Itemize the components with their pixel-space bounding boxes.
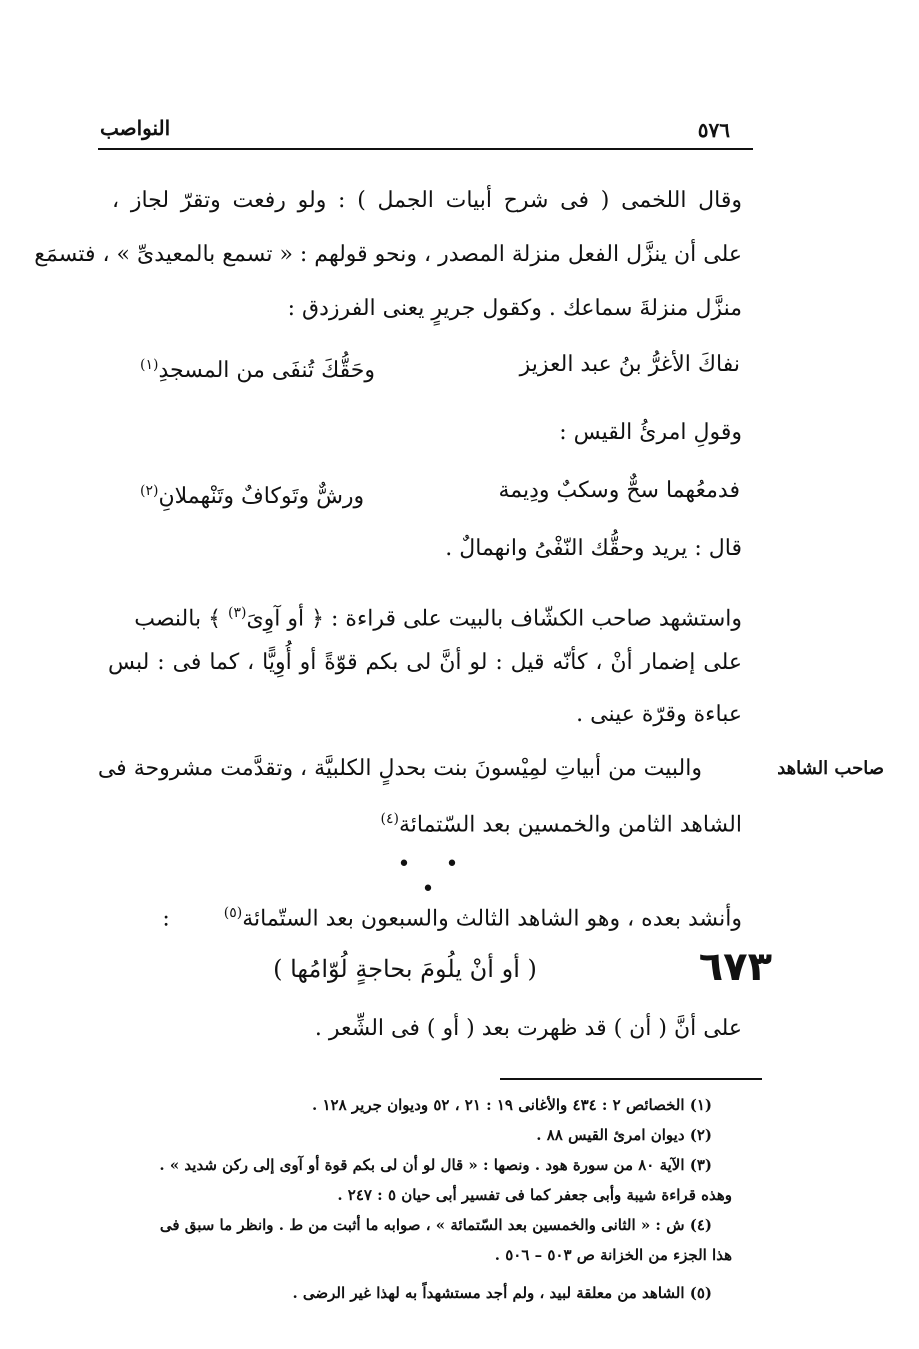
body-text: واستشهد صاحب الكشّاف بالبيت على قراءة : (331, 606, 742, 632)
header-rule (98, 148, 753, 150)
verse-hemistich-left (140, 350, 375, 386)
footnote: (٤) ش : « الثانى والخمسين بعد السّتمائة » ، صوابه ما أثبت من ط . وانظر ما سبق فى (159, 1216, 712, 1234)
footnote: (٢) ديوان امرئ القيس ٨٨ . (536, 1126, 712, 1144)
body-text: وأنشد بعده ، وهو الشاهد الثالث والسبعون بعد الستّمائة (242, 906, 742, 932)
section-separator: • • • (397, 852, 473, 902)
running-header-title: النواصب (100, 116, 171, 140)
body-line: وقولِ امرئُ القيس : (559, 420, 742, 445)
page-number: ٥٧٦ (697, 118, 730, 142)
shahid-number: ٦٧٣ (698, 944, 772, 990)
body-line: عباءة وقرّة عينى . (576, 702, 742, 727)
footnote-ref: (١) (140, 357, 159, 373)
verse-text: ورشٌّ وتَوكافٌ وتَنْهملانِ (158, 484, 365, 510)
footnote-ref: (٢) (140, 483, 159, 499)
margin-label: صاحب الشاهد (777, 758, 884, 779)
colon: : (162, 906, 170, 932)
verse-quote: ( أو أنْ يلُومَ بحاجةٍ لُوّامُها ) (273, 955, 537, 983)
body-line: على أن ينزَّل الفعل منزلة المصدر ، ونحو قولهم : « تسمع بالمعيدىِّ » ، فتسمَع (34, 242, 742, 267)
body-line: على أنَّ ( أن ) قد ظهرت بعد ( أو ) فى الشِّعر . (314, 1016, 742, 1041)
footnote-ref: (٤) (380, 811, 399, 827)
verse-hemistich-right: فدمعُهما سحٌّ وسكبٌ ودِيمة (498, 478, 740, 503)
quran-quote: ﴿ أو آوِىَ (246, 606, 325, 632)
footnote: (١) الخصائص ٢ : ٤٣٤ والأغانى ١٩ : ٢١ ، ٥٢ وديوان جرير ١٢٨ . (312, 1096, 712, 1114)
body-text: ﴾ بالنصب (134, 606, 221, 632)
body-line: قال : يريد وحقُّك النّفْىُ وانهمالٌ . (445, 536, 742, 561)
body-line: وقال اللخمى ( فى شرح أبيات الجمل ) : ولو رفعت وتقرّ لجاز ، (112, 188, 742, 213)
verse-hemistich-left (140, 476, 364, 512)
footnote-ref: (٥) (223, 905, 243, 921)
body-line (112, 598, 742, 634)
footnote-continuation: وهذه قراءة شيبة وأبى جعفر كما فى تفسير أبى حيان ٥ : ٢٤٧ . (337, 1186, 732, 1204)
body-line: والبيت من أبياتِ لمِيْسونَ بنت بحدلٍ الكلبيَّة ، وتقدَّمت مشروحة فى (97, 756, 702, 781)
body-line: على إضمار أنْ ، كأنّه قيل : لو أنَّ لى بكم قوّةً أو أُوِيًّا ، كما فى : لبس (108, 650, 742, 675)
body-text: الشاهد الثامن والخمسين بعد السّتمائة (398, 812, 742, 838)
body-line: منزَّل منزلةَ سماعك . وكقول جريرٍ يعنى الفرزدق : (287, 296, 742, 321)
verse-hemistich-right: نفاكَ الأغرُّ بنُ عبد العزيز (519, 352, 740, 377)
footnote-ref: (٣) (227, 605, 247, 621)
footnote: (٣) الآية ٨٠ من سورة هود . ونصها : « قال لو أن لى بكم قوة أو آوى إلى ركن شديد » . (159, 1156, 712, 1174)
footnote-continuation: هذا الجزء من الخزانة ص ٥٠٣ – ٥٠٦ . (494, 1246, 732, 1264)
body-line (360, 804, 742, 840)
body-line (150, 898, 742, 934)
verse-2 (140, 476, 740, 512)
verse-text: وحَقُّكَ تُنفَى من المسجدِ (158, 358, 376, 384)
footnote-rule (500, 1078, 762, 1080)
footnote: (٥) الشاهد من معلقة لبيد ، ولم أجد مستشهداً به لهذا غير الرضى . (292, 1284, 712, 1302)
verse-1 (140, 350, 740, 386)
